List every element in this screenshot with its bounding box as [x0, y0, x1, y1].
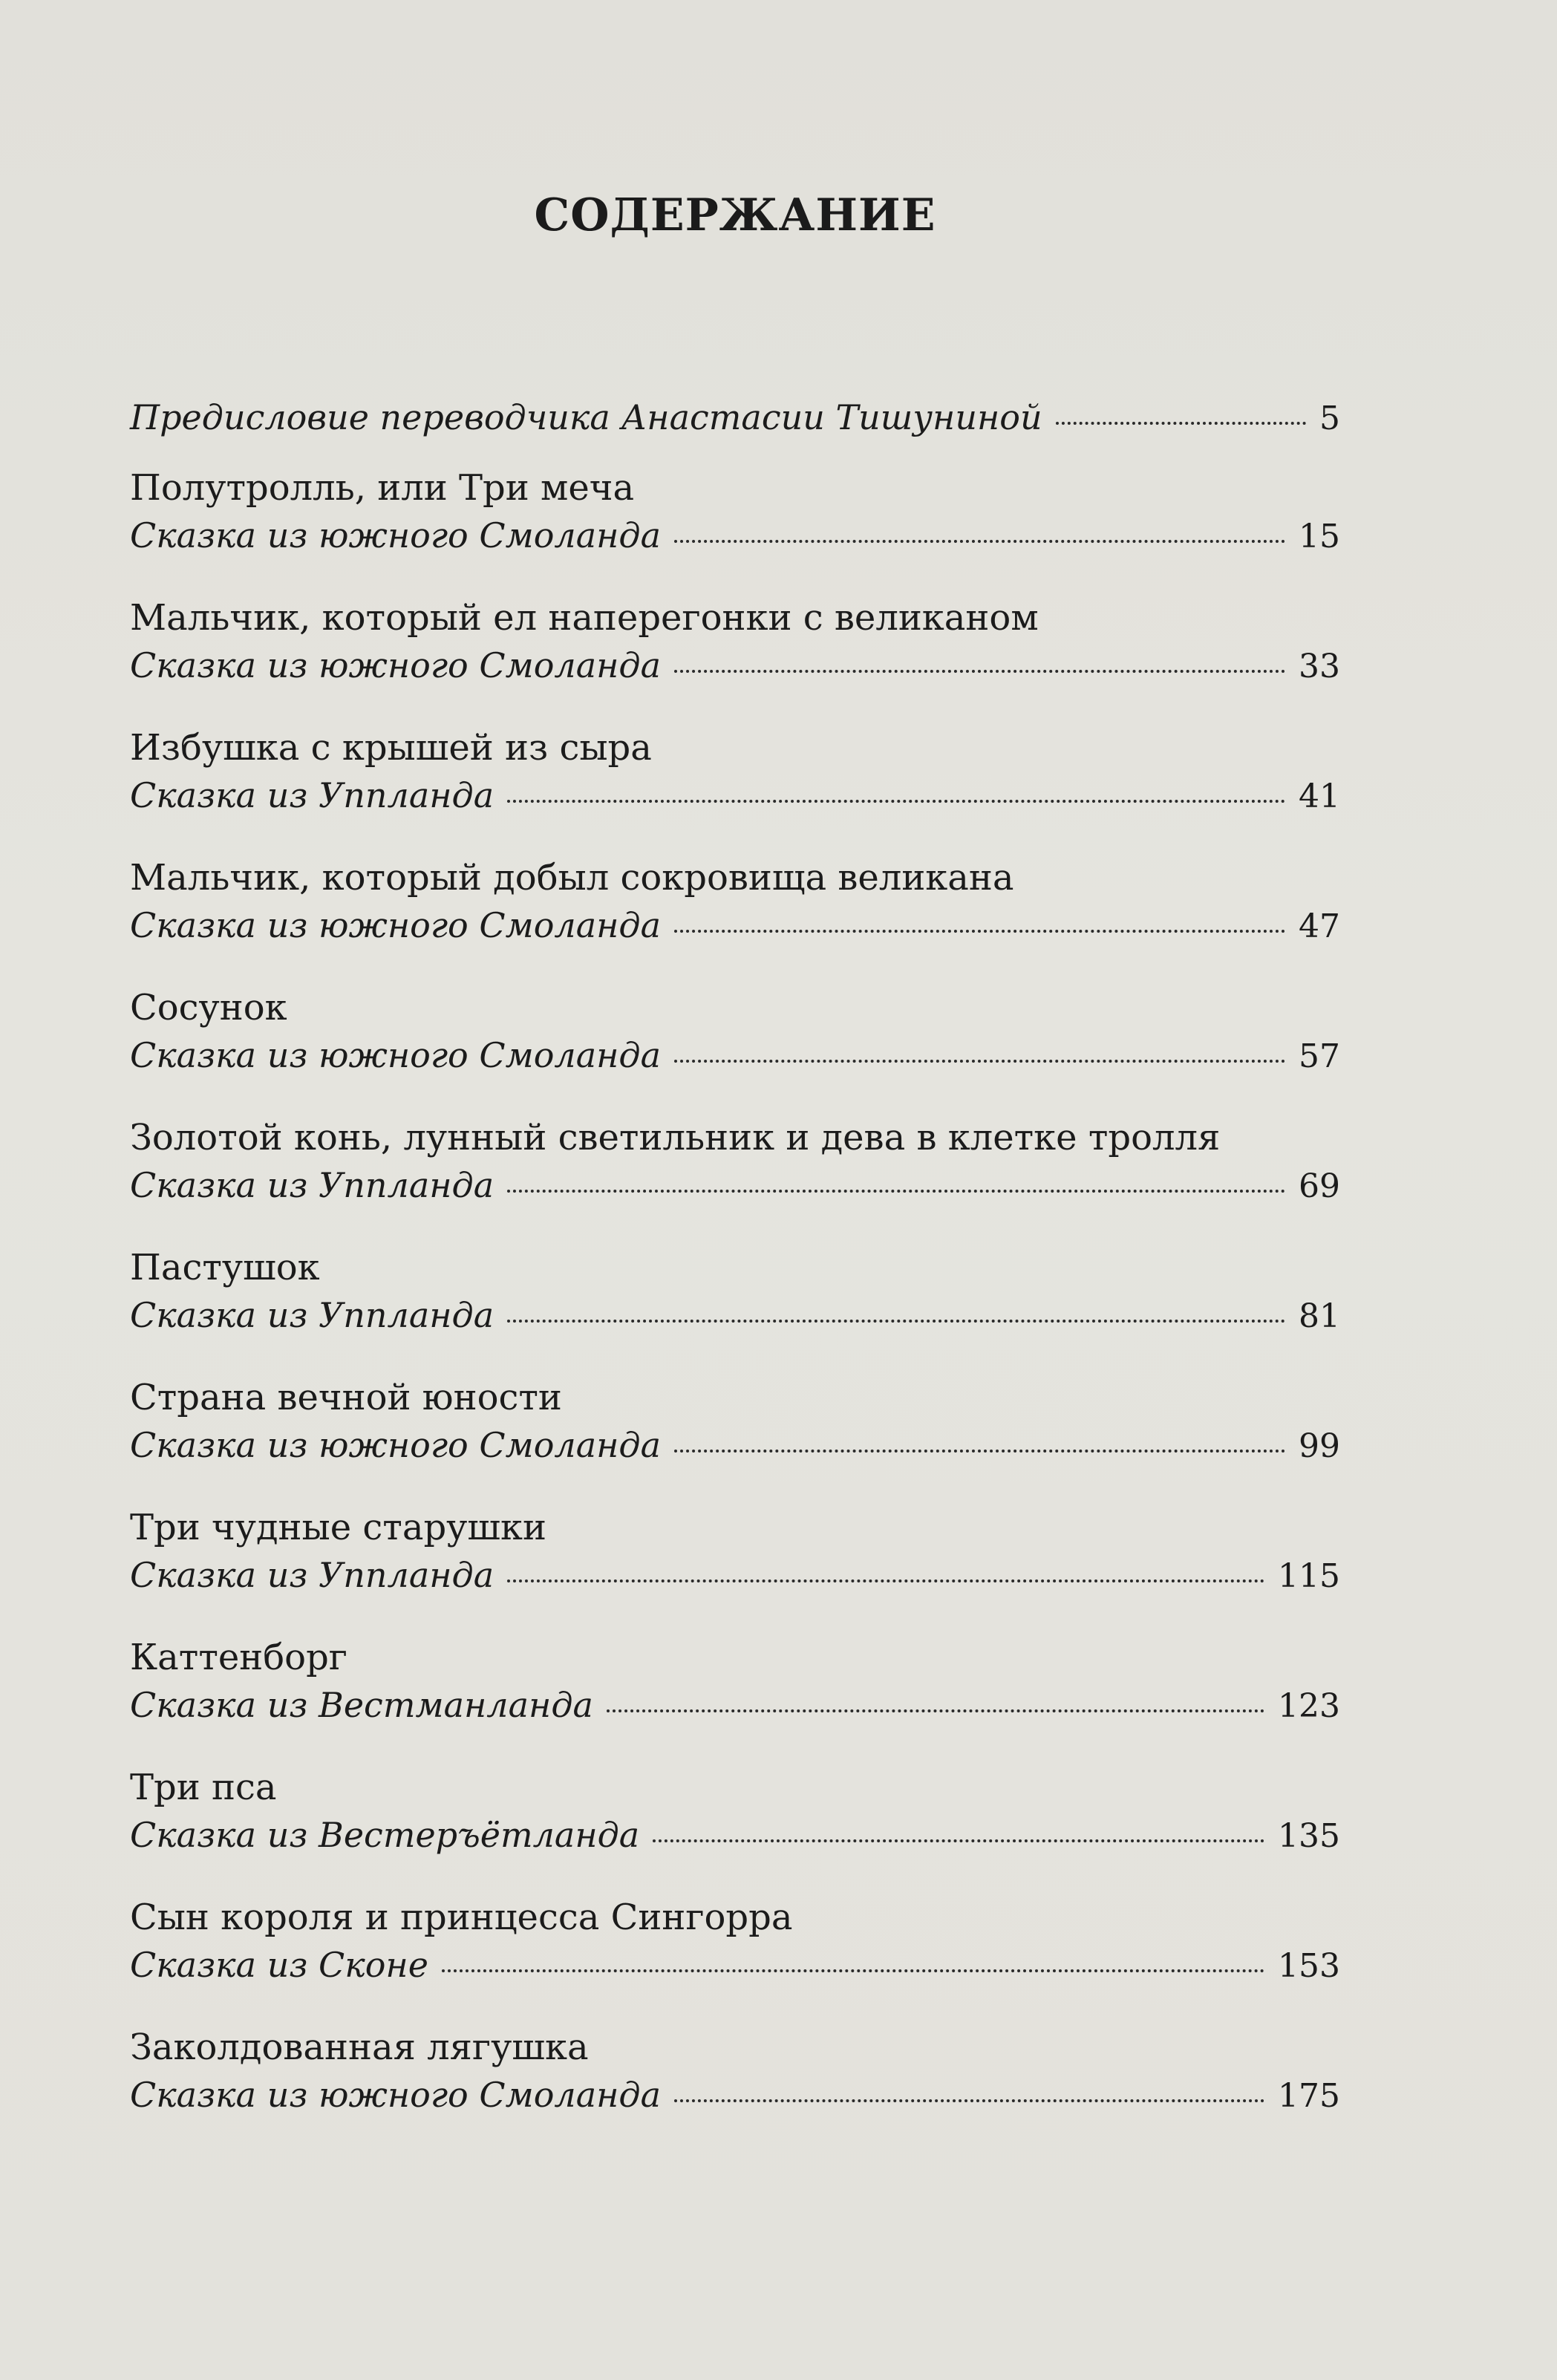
toc-entry	[130, 464, 1340, 561]
dot-leader	[607, 1709, 1264, 1712]
page-number: 153	[1278, 1947, 1340, 1985]
story-source: Сказка из южного Смоланда	[130, 1035, 661, 1075]
story-source: Сказка из Вестеръётланда	[130, 1815, 640, 1855]
dot-leader	[674, 539, 1285, 543]
page-number: 81	[1299, 1297, 1340, 1335]
story-source: Сказка из южного Смоланда	[130, 2075, 661, 2115]
page-number: 99	[1299, 1427, 1340, 1465]
story-source: Сказка из южного Смоланда	[130, 645, 661, 685]
story-title: Три пса	[130, 1767, 277, 1808]
toc-entry	[130, 1114, 1340, 1210]
page-number: 47	[1299, 907, 1340, 945]
story-source: Сказка из Сконе	[130, 1945, 428, 1985]
toc-entry	[130, 854, 1340, 951]
toc-entry	[130, 1374, 1340, 1470]
story-title: Сын короля и принцесса Сингорра	[130, 1897, 793, 1938]
story-title: Мальчик, который ел наперегонки с великаном	[130, 597, 1039, 639]
dot-leader	[1056, 421, 1306, 425]
page-title: СОДЕРЖАНИЕ	[534, 189, 936, 241]
dot-leader	[674, 669, 1285, 673]
story-source: Сказка из Уппланда	[130, 1165, 494, 1205]
story-source: Сказка из Уппланда	[130, 1555, 494, 1595]
story-title: Заколдованная лягушка	[130, 2027, 589, 2068]
toc-entry	[130, 1634, 1340, 1730]
toc-preface	[130, 394, 1340, 443]
toc-entry	[130, 594, 1340, 691]
story-title: Полутролль, или Три меча	[130, 467, 635, 509]
story-source: Сказка из южного Смоланда	[130, 515, 661, 555]
dot-leader	[674, 2099, 1264, 2102]
preface-label: Предисловие переводчика Анастасии Тишуниной	[130, 397, 1042, 437]
dot-leader	[507, 1319, 1285, 1323]
dot-leader	[674, 929, 1285, 933]
toc-entry	[130, 1244, 1340, 1340]
story-source: Сказка из Уппланда	[130, 775, 494, 815]
toc-entry	[130, 984, 1340, 1080]
page-number: 33	[1299, 648, 1340, 685]
dot-leader	[653, 1839, 1264, 1842]
page-number: 123	[1278, 1687, 1340, 1725]
page-number: 135	[1278, 1817, 1340, 1855]
story-title: Страна вечной юности	[130, 1377, 562, 1418]
story-source: Сказка из Вестманланда	[130, 1685, 593, 1725]
dot-leader	[674, 1449, 1285, 1453]
toc-entry	[130, 2024, 1340, 2120]
story-source: Сказка из южного Смоланда	[130, 1425, 661, 1465]
story-title: Три чудные старушки	[130, 1507, 547, 1548]
dot-leader	[674, 1059, 1285, 1063]
toc-entry	[130, 724, 1340, 821]
page-number: 175	[1278, 2077, 1340, 2115]
toc-entry	[130, 1764, 1340, 1860]
dot-leader	[507, 799, 1285, 803]
story-title: Сосунок	[130, 987, 287, 1028]
page-number: 115	[1278, 1557, 1340, 1595]
page-number: 69	[1299, 1167, 1340, 1205]
story-title: Пастушок	[130, 1247, 320, 1288]
dot-leader	[507, 1189, 1285, 1193]
story-title: Мальчик, который добыл сокровища великана	[130, 857, 1014, 899]
page-number: 41	[1299, 777, 1340, 815]
story-source: Сказка из Уппланда	[130, 1295, 494, 1335]
page-number: 57	[1299, 1037, 1340, 1075]
story-source: Сказка из южного Смоланда	[130, 905, 661, 945]
dot-leader	[442, 1969, 1264, 1972]
dot-leader	[507, 1579, 1264, 1582]
story-title: Каттенборг	[130, 1637, 347, 1678]
page-number: 5	[1319, 400, 1340, 437]
story-title: Избушка с крышей из сыра	[130, 727, 652, 769]
toc-entry	[130, 1504, 1340, 1600]
toc-entry	[130, 1894, 1340, 1990]
page-number: 15	[1299, 518, 1340, 555]
story-title: Золотой конь, лунный светильник и дева в клетке тролля	[130, 1117, 1221, 1158]
